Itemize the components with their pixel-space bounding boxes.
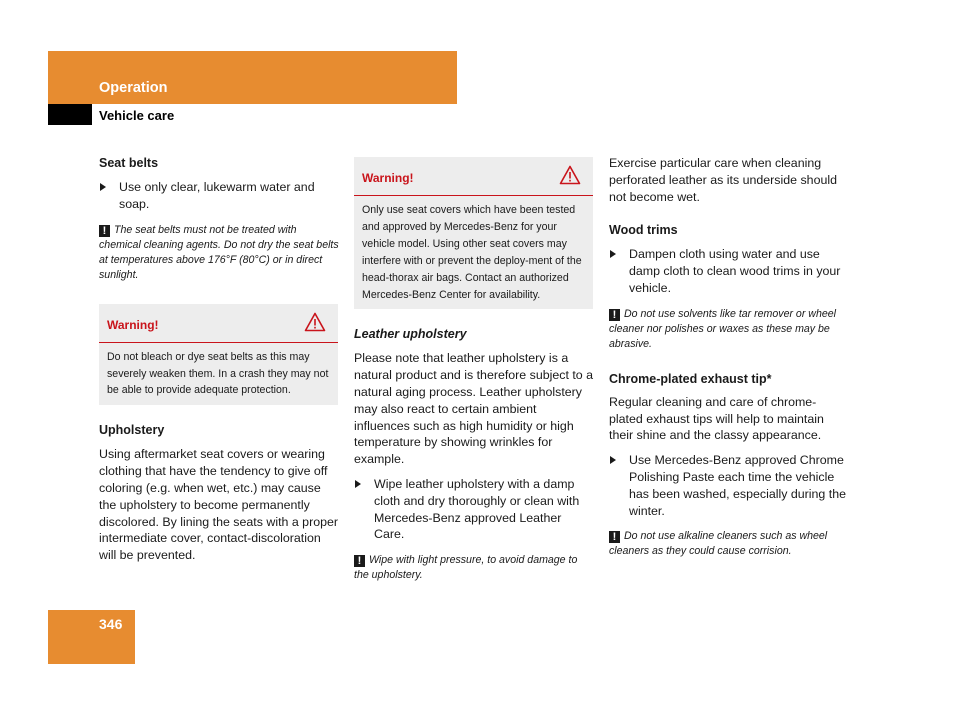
perforated-text: Exercise particular care when cleaning perforated leather as its underside should not become wet. [609,156,837,204]
warning-title: Warning! [362,171,414,185]
upholstery-heading: Upholstery [99,423,165,438]
leather-text: Please note that leather upholstery is a natural product and is therefore subject to a natural aging process. Leather upholstery may also react to certain ambient influences such as high humidity or high temperature by showing wrinkles for example. [354,351,594,467]
list-item [609,452,849,519]
warning-triangle-icon [304,312,326,332]
section-title: Operation [99,80,168,96]
chrome-heading: Chrome-plated exhaust tip* [609,371,772,386]
upholstery-text: Using aftermarket seat covers or wearing clothing that have the tendency to give off coloring (e.g. when wet, etc.) may cause the upholstery to become permanently discolored. By lining the seats with a proper intermediate cover, contact-discoloration will be prevented. [99,447,338,563]
exclamation-icon: ! [609,531,620,543]
warning-box [99,304,338,406]
leather-note: ! Wipe with light pressure, to avoid damage to the upholstery. [354,554,578,582]
list-item [99,179,339,213]
warning-text: Do not bleach or dye seat belts as this may severely weaken them. In a crash they may not be able to provide adequate protection. [107,350,329,397]
column-1 [99,155,339,564]
leather-heading: Leather upholstery [354,327,467,342]
column-2 [354,157,594,583]
warning-text: Only use seat covers which have been tested and approved by Mercedes-Benz for your vehicle model. Using other seat covers may interfere with or prevent the deploy-ment of the head-thorax air bags. Contact an authorized Mercedes-Benz Center for availability. [362,204,582,301]
subsection-title: Vehicle care [99,108,175,123]
wood-bullet: Dampen cloth using water and use damp cloth to clean wood trims in your vehicle. [629,247,841,295]
seat-belts-bullet: Use only clear, lukewarm water and soap. [119,180,315,211]
list-item [354,476,594,543]
chrome-note: ! Do not use alkaline cleaners such as wheel cleaners as they could cause corrision. [609,530,828,558]
header-band [48,51,457,104]
warning-title: Warning! [107,317,159,332]
list-item [609,246,849,296]
seat-belts-note: ! The seat belts must not be treated with chemical cleaning agents. Do not dry the seat belts at temperatures above 176°F (80°C) or in direct sunlight. [99,223,339,281]
warning-header [354,157,593,196]
column-3 [609,155,849,559]
seat-belts-heading: Seat belts [99,156,159,170]
chrome-bullet: Use Mercedes-Benz approved Chrome Polishing Paste each time the vehicle has been washed, especially during the winter. [629,453,846,518]
warning-box [354,157,593,309]
wood-note: ! Do not use solvents like tar remover or wheel cleaner nor polishes or waxes as these may be abrasive. [609,307,836,350]
triangle-bullet-icon [355,480,361,488]
triangle-bullet-icon [610,456,616,464]
exclamation-icon: ! [609,309,620,321]
warning-triangle-icon [559,165,581,185]
subsection-marker [48,104,92,125]
warning-header [99,304,338,343]
exclamation-icon: ! [99,225,110,237]
wood-heading: Wood trims [609,223,678,238]
triangle-bullet-icon [610,250,616,258]
triangle-bullet-icon [100,183,106,191]
exclamation-icon: ! [354,555,365,567]
chrome-text: Regular cleaning and care of chrome-plated exhaust tips will help to maintain their shine and the classy appearance. [609,394,824,443]
page-number: 346 [99,616,123,632]
leather-bullet: Wipe leather upholstery with a damp cloth and dry thoroughly or clean with Mercedes-Benz approved Leather Care. [374,477,580,542]
